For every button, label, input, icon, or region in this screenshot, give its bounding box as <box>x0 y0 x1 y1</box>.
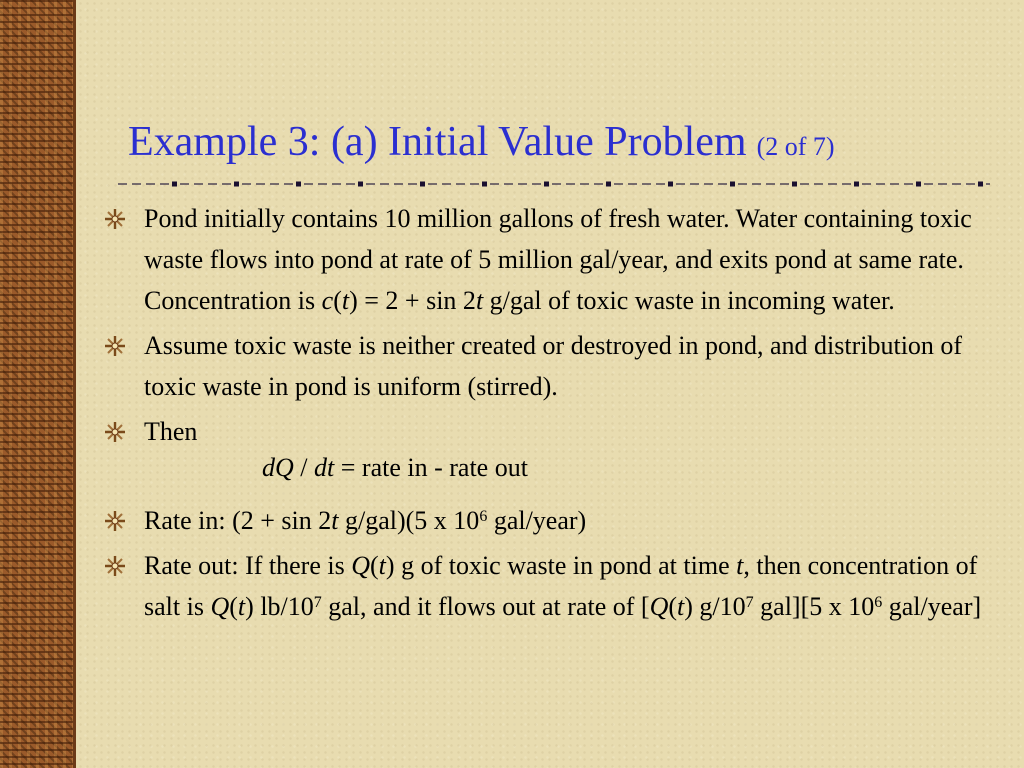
bullet-text: Pond initially contains 10 million gallons of fresh water. Water containing toxic waste flows into pond at rate of 5 million gal/year, and exits pond at same rate. Concentration is <box>144 204 972 315</box>
var-c: c <box>321 286 334 315</box>
starburst-bullet-icon <box>104 208 126 230</box>
rate-equation <box>262 450 984 486</box>
starburst-bullet-icon <box>104 421 126 443</box>
bullet-rate-in <box>104 500 984 541</box>
bullet-text: g/gal)(5 x 10 <box>338 506 480 535</box>
bullet-list <box>104 198 984 631</box>
bullet-text: , then concentration of salt is <box>144 551 978 621</box>
var-t: t <box>677 592 685 621</box>
bullet-text: gal/year) <box>487 506 587 535</box>
bullet-text: gal, and it flows out at rate of [ <box>321 592 650 621</box>
var-Q: Q <box>649 592 669 621</box>
bullet-text: Rate in: (2 + sin 2 <box>144 506 332 535</box>
title-page-indicator: (2 of 7) <box>756 132 835 161</box>
bullet-pond-initial: Pond initially contains 10 million gallons of fresh water. Water containing toxic waste flows into pond at rate of 5 million gal/year, and exits pond at same rate. Concentration is c(t) = 2 + sin 2t g/gal of toxic waste in incoming water. <box>104 198 984 321</box>
var-Q: Q <box>351 551 370 580</box>
var-t: t <box>331 506 339 535</box>
bullet-text: Assume toxic waste is neither created or destroyed in pond, and distribution of toxic waste in pond is uniform (stirred). <box>144 331 963 401</box>
bullet-text: gal/year] <box>882 592 982 621</box>
bullet-then <box>104 411 984 486</box>
slide-title <box>128 118 835 166</box>
bullet-text: Rate out: If there is <box>144 551 352 580</box>
bullet-assume <box>104 325 984 407</box>
eq-rest: = rate in - rate out <box>334 453 528 482</box>
var-t: t <box>475 286 484 315</box>
bullet-text: gal][5 x 10 <box>753 592 875 621</box>
eq-dt: dt <box>314 453 335 482</box>
bullet-rate-out: Rate out: If there is Q(t) g of toxic waste in pond at time t, then concentration of salt is Q(t) $lb/10^7$ gal, and it flows out at rate of [Q(t) $g/10^7$ gal][5 x $10^6$ gal/year] <box>104 545 984 627</box>
bullet-text: g/gal of toxic waste in incoming water. <box>483 286 895 315</box>
bullet-text: Then <box>144 417 198 446</box>
starburst-bullet-icon <box>104 510 126 532</box>
var-t: t <box>378 551 386 580</box>
exponent: 7 <box>313 594 322 612</box>
exponent: 7 <box>745 594 754 612</box>
decorative-left-strip <box>0 0 76 768</box>
title-divider <box>118 181 990 187</box>
var-t: t <box>237 592 246 621</box>
exponent: 6 <box>479 508 488 526</box>
var-Q: Q <box>210 592 230 621</box>
bullet-text: g of toxic waste in pond at time <box>394 551 737 580</box>
var-t: t <box>736 551 744 580</box>
bullet-text: lb/10 <box>253 592 314 621</box>
bullet-text: = 2 + sin 2 <box>357 286 476 315</box>
bullet-text: g/10 <box>692 592 746 621</box>
starburst-bullet-icon <box>104 335 126 357</box>
starburst-bullet-icon <box>104 555 126 577</box>
eq-slash: / <box>293 453 315 482</box>
title-main: Example 3: (a) Initial Value Problem <box>128 119 747 165</box>
eq-dQ: dQ <box>262 453 294 482</box>
exponent: 6 <box>874 594 883 612</box>
var-t: t <box>341 286 350 315</box>
